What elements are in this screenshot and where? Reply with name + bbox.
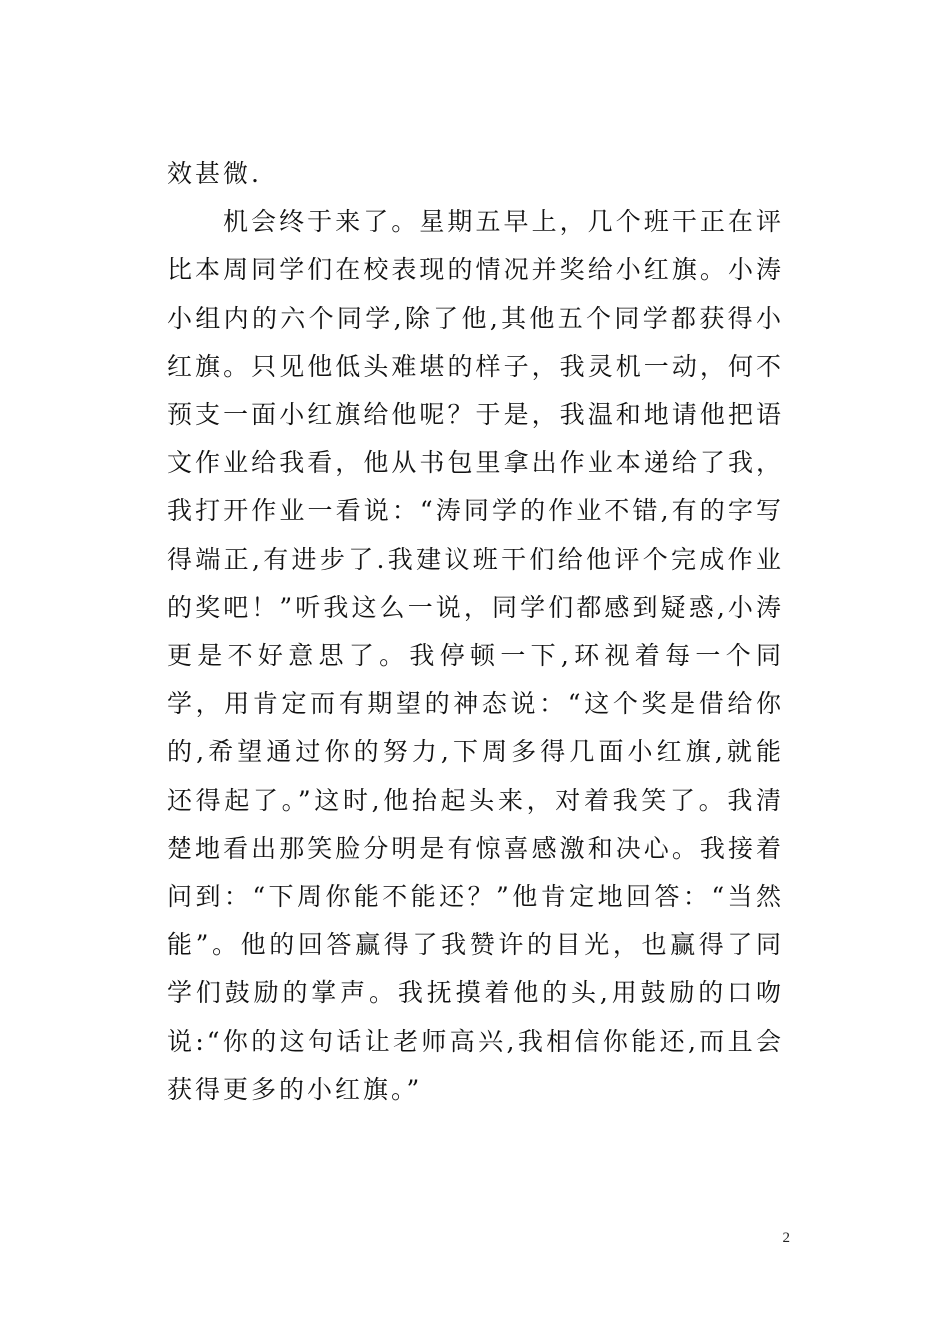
paragraph-continuation: 效甚微. [167, 159, 262, 188]
body-text [167, 150, 784, 1114]
page-number: 2 [782, 1230, 790, 1246]
paragraph-story: 机会终于来了。星期五早上，几个班干正在评比本周同学们在校表现的情况并奖给小红旗。小涛小组内的六个同学,除了他,其他五个同学都获得小红旗。只见他低头难堪的样子，我灵机一动，何不预支一面小红旗给他呢？于是，我温和地请他把语文作业给我看，他从书包里拿出作业本递给了我，我打开作业一看说：“涛同学的作业不错,有的字写得端正,有进步了.我建议班干们给他评个完成作业的奖吧！”听我这么一说，同学们都感到疑惑,小涛更是不好意思了。我停顿一下,环视着每一个同学，用肯定而有期望的神态说：“这个奖是借给你的,希望通过你的努力,下周多得几面小红旗,就能还得起了。”这时,他抬起头来，对着我笑了。我清楚地看出那笑脸分明是有惊喜感激和决心。我接着问到：“下周你能不能还？”他肯定地回答：“当然能”。他的回答赢得了我赞许的目光，也赢得了同学们鼓励的掌声。我抚摸着他的头,用鼓励的口吻说:“你的这句话让老师高兴,我相信你能还,而且会获得更多的小红旗。” [167, 207, 784, 1104]
